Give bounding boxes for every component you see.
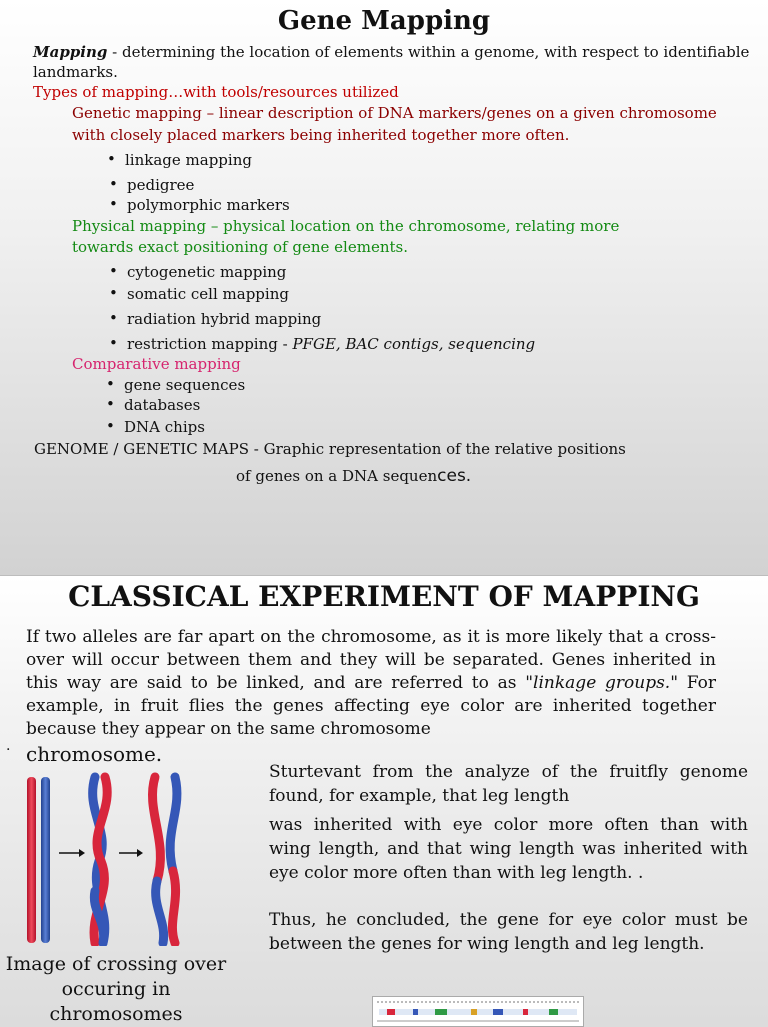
genome-maps-line2-b: ces. xyxy=(437,466,472,486)
sturtevant-text-3: Thus, he concluded, the gene for eye color must be between the genes for wing length and leg length. xyxy=(269,910,748,954)
physical-item-somatic: • somatic cell mapping xyxy=(127,285,289,303)
chromosome-word: chromosome. xyxy=(26,742,163,766)
illustration-caption: Image of crossing over occuring in chromosomes xyxy=(5,953,227,1025)
physical-item-radiation: • radiation hybrid mapping xyxy=(127,310,321,328)
genome-maps-definition: Graphic representation of the relative positions xyxy=(263,440,626,458)
sturtevant-text-1: Sturtevant from the analyze of the fruitfly genome found, for example, that leg length xyxy=(269,762,748,806)
physical-mapping-line1: Physical mapping – physical location on the chromosome, relating more xyxy=(72,217,620,235)
genome-maps-line1 xyxy=(34,440,626,458)
genome-map-thumbnail xyxy=(372,996,584,1027)
para-part-b: " For example, in fruit flies the genes affecting eye color are inherited together because they appear on the same chromosome xyxy=(26,673,717,739)
arrow-right-icon xyxy=(119,849,143,857)
para-part-a: If two alleles are far apart on the chromosome, as it is more likely that a cross-over will occur between them and they will be separated. Genes inherited in this way are said to be linked, and are referred to as " xyxy=(26,627,716,693)
genome-maps-heading: GENOME / GENETIC MAPS - xyxy=(34,440,264,458)
chromosome-pair-straight xyxy=(27,777,50,943)
arrow-right-icon xyxy=(59,849,85,857)
definition-text: - determining the location of elements within a genome, with respect to identifiable xyxy=(107,43,750,61)
slide-title-2: CLASSICAL EXPERIMENT OF MAPPING xyxy=(68,580,700,613)
genome-maps-line2 xyxy=(236,466,471,486)
stray-dot: . xyxy=(6,738,11,754)
definition-term: Mapping xyxy=(33,43,108,61)
crossing-over-illustration xyxy=(15,771,195,946)
definition-line xyxy=(33,43,749,61)
genetic-mapping-line2: with closely placed markers being inherited together more often. xyxy=(72,126,570,144)
comparative-heading: Comparative mapping xyxy=(72,355,241,373)
restriction-tools: PFGE, BAC contigs, sequencing xyxy=(292,335,536,353)
physical-item-restriction xyxy=(127,335,535,353)
chromosome-pair-twisted xyxy=(93,777,108,943)
physical-item-cytogenetic: • cytogenetic mapping xyxy=(127,263,286,281)
genetic-item-pedigree: • pedigree xyxy=(127,176,194,194)
linkage-paragraph xyxy=(26,626,716,741)
types-heading: Types of mapping…with tools/resources utilized xyxy=(33,83,399,101)
comparative-item-databases: • databases xyxy=(124,396,200,414)
comparative-item-sequences: • gene sequences xyxy=(124,376,245,394)
comparative-item-dna-chips: • DNA chips xyxy=(124,418,205,436)
genetic-item-linkage: • linkage mapping xyxy=(125,151,252,169)
genome-maps-line2-a: of genes on a DNA sequen xyxy=(236,467,438,485)
slide-title: Gene Mapping xyxy=(277,6,491,36)
para-italic-term: linkage groups. xyxy=(533,673,671,693)
sturtevant-text-2: was inherited with eye color more often than with wing length, and that wing length was inherited with eye color more often than with leg length. . xyxy=(269,815,748,883)
slide-classical-experiment xyxy=(0,575,768,1025)
genetic-item-polymorphic: • polymorphic markers xyxy=(127,196,290,214)
definition-text-continued: landmarks. xyxy=(33,63,118,81)
genetic-mapping-line1: Genetic mapping – linear description of DNA markers/genes on a given chromosome xyxy=(72,104,717,122)
restriction-label: restriction mapping - xyxy=(127,335,293,353)
chromosome-pair-recombined xyxy=(152,777,176,943)
physical-mapping-line2: towards exact positioning of gene elements. xyxy=(72,238,408,256)
